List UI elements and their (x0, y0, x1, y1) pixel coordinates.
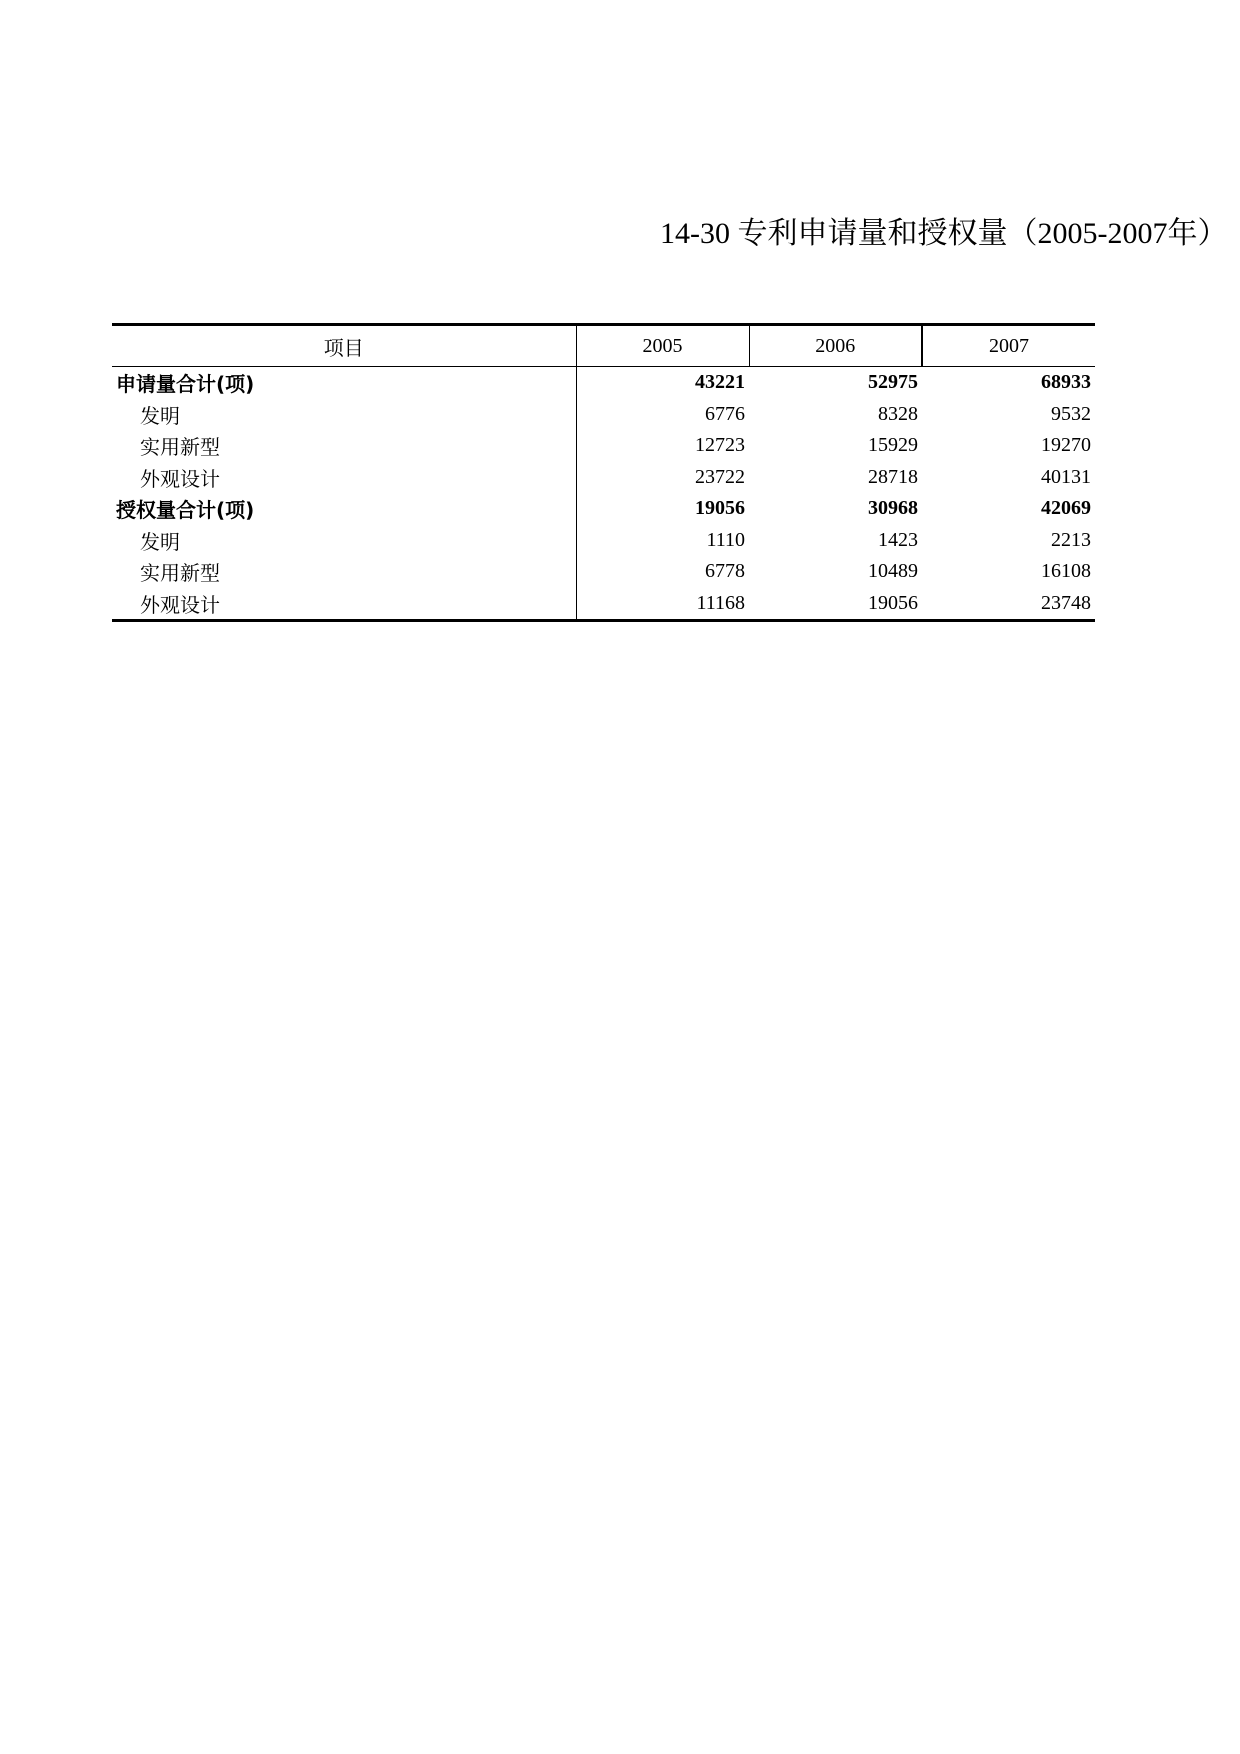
table-row (112, 493, 1095, 525)
patent-table (112, 323, 1095, 622)
cell-value: 1110 (576, 525, 749, 557)
table-row (112, 430, 1095, 462)
row-label: 实用新型 (140, 435, 220, 460)
row-label: 外观设计 (140, 466, 220, 491)
cell-value: 23748 (922, 588, 1095, 621)
table-header (112, 325, 1095, 367)
patent-table-container (112, 323, 1095, 622)
cell-value: 6778 (576, 556, 749, 588)
cell-value: 10489 (868, 560, 918, 583)
cell-value: 43221 (576, 367, 749, 399)
row-label: 发明 (140, 403, 180, 428)
cell-value: 11168 (576, 588, 749, 621)
cell-value: 19056 (749, 588, 922, 621)
header-year-2005: 2005 (576, 325, 749, 367)
header-year-2006: 2006 (749, 325, 922, 367)
cell-value: 15929 (868, 434, 918, 457)
cell-value: 42069 (1041, 497, 1091, 520)
header-row (112, 325, 1095, 367)
cell-value: 23722 (576, 462, 749, 494)
table-row (112, 399, 1095, 431)
row-label: 外观设计 (112, 588, 576, 621)
cell-value: 28718 (868, 465, 918, 488)
table-row (112, 525, 1095, 557)
cell-value: 68933 (1041, 371, 1091, 394)
table-row (112, 367, 1095, 399)
cell-value: 40131 (1041, 465, 1091, 488)
header-item: 项目 (112, 325, 576, 367)
cell-value: 30968 (868, 497, 918, 520)
cell-value: 16108 (1041, 560, 1091, 583)
cell-value: 12723 (576, 430, 749, 462)
cell-value: 52975 (868, 371, 918, 394)
row-label: 实用新型 (140, 561, 220, 586)
table-body (112, 367, 1095, 621)
row-label: 发明 (140, 529, 180, 554)
title-area (112, 212, 1228, 258)
cell-value: 1423 (878, 528, 918, 551)
table-row (112, 588, 1095, 621)
cell-value: 6776 (576, 399, 749, 431)
header-year-2007: 2007 (922, 325, 1095, 367)
cell-value: 19056 (576, 493, 749, 525)
cell-value: 9532 (1051, 402, 1091, 425)
cell-value: 2213 (1051, 528, 1091, 551)
page-title: 14-30 专利申请量和授权量（2005-2007年） (660, 217, 1228, 250)
table-row (112, 462, 1095, 494)
cell-value: 19270 (1041, 434, 1091, 457)
cell-value: 8328 (878, 402, 918, 425)
row-label: 授权量合计(项) (116, 498, 255, 523)
row-label: 申请量合计(项) (116, 372, 255, 397)
table-row (112, 556, 1095, 588)
